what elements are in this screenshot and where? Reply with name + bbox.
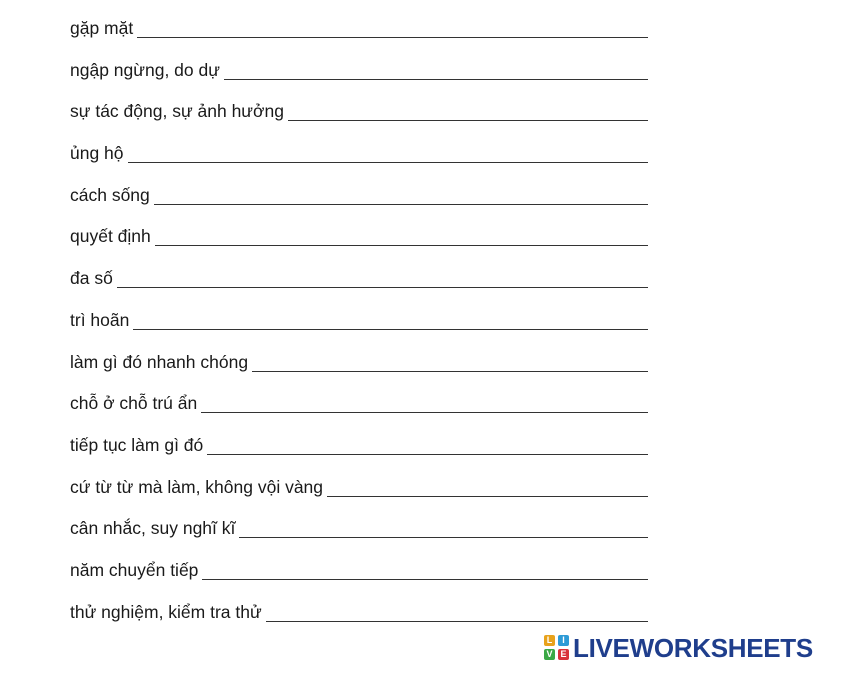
worksheet-row: [70, 209, 648, 251]
worksheet-row: [70, 459, 648, 501]
worksheet-row: [70, 584, 648, 626]
vocab-term: sự tác động, sự ảnh hưởng: [70, 101, 284, 122]
worksheet-row: [70, 334, 648, 376]
vocab-term: ngập ngừng, do dự: [70, 59, 220, 80]
worksheet: [70, 16, 648, 626]
answer-input[interactable]: [155, 225, 648, 246]
vocab-term: cứ từ từ mà làm, không vội vàng: [70, 476, 324, 497]
vocab-term: ủng hộ: [70, 143, 124, 164]
answer-input[interactable]: [117, 267, 648, 288]
logo-mark-l: L: [544, 635, 555, 646]
vocab-term: quyết định: [70, 226, 151, 247]
answer-input[interactable]: [224, 59, 648, 80]
answer-input[interactable]: [266, 601, 648, 622]
answer-input[interactable]: [327, 476, 648, 497]
answer-input[interactable]: [239, 517, 648, 538]
logo-text: LIVEWORKSHEETS: [573, 633, 813, 663]
worksheet-row: [70, 292, 648, 334]
vocab-term: tiếp tục làm gì đó: [70, 434, 204, 455]
vocab-term: thử nghiệm, kiểm tra thử: [70, 601, 262, 622]
vocab-term: làm gì đó nhanh chóng: [70, 351, 249, 372]
answer-input[interactable]: [252, 351, 648, 372]
answer-input[interactable]: [207, 434, 648, 455]
answer-input[interactable]: [288, 100, 648, 121]
vocab-term: chỗ ở chỗ trú ẩn: [70, 393, 198, 414]
worksheet-row: [70, 542, 648, 584]
worksheet-row: [70, 42, 648, 84]
worksheet-row: [70, 84, 648, 126]
worksheet-row: [70, 125, 648, 167]
vocab-term: đa số: [70, 268, 113, 289]
worksheet-row: [70, 376, 648, 418]
answer-input[interactable]: [128, 142, 648, 163]
logo-mark-icon: [544, 635, 570, 661]
vocab-term: gặp mặt: [70, 18, 134, 38]
vocab-term: cách sống: [70, 184, 150, 205]
answer-input[interactable]: [154, 184, 648, 205]
logo-mark-i: I: [558, 635, 569, 646]
vocab-term: năm chuyển tiếp: [70, 559, 199, 580]
worksheet-row: [70, 16, 648, 42]
worksheet-row: [70, 501, 648, 543]
answer-input[interactable]: [137, 17, 648, 38]
answer-input[interactable]: [202, 559, 648, 580]
answer-input[interactable]: [133, 309, 648, 330]
vocab-term: trì hoãn: [70, 309, 130, 330]
worksheet-row: [70, 167, 648, 209]
worksheet-row: [70, 250, 648, 292]
logo-mark-v: V: [544, 649, 555, 660]
answer-input[interactable]: [201, 392, 648, 413]
logo-mark-e: E: [558, 649, 569, 660]
worksheet-row: [70, 417, 648, 459]
vocab-term: cân nhắc, suy nghĩ kĩ: [70, 518, 236, 539]
liveworksheets-logo[interactable]: [544, 634, 813, 662]
